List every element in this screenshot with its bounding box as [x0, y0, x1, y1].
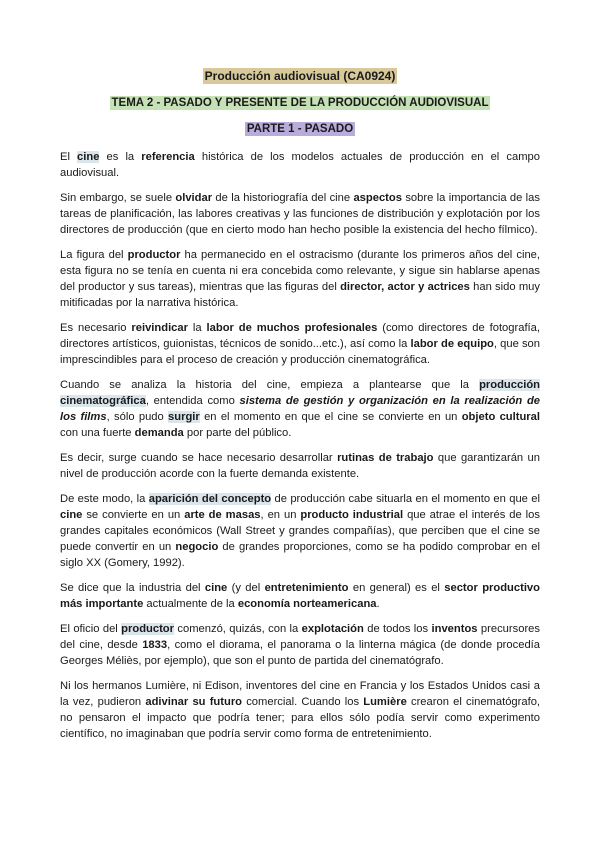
text-run: La figura del — [60, 249, 128, 261]
emphasized-term: sistema de gestión y organización en la realización de los films — [60, 395, 540, 423]
text-run: que garantizarán un nivel de producción acorde con la fuerte demanda existente. — [60, 452, 540, 480]
emphasized-term: demanda — [134, 427, 184, 439]
text-run: por parte del público. — [183, 427, 292, 439]
emphasized-term: negocio — [175, 541, 219, 553]
paragraph — [60, 149, 540, 181]
emphasized-term: adivinar su futuro — [145, 696, 243, 708]
text-run: , que son imprescindibles para el proceso de creación y producción cinematográfica. — [60, 338, 540, 366]
topic-title-text: TEMA 2 - PASADO Y PRESENTE DE LA PRODUCCIÓN AUDIOVISUAL — [111, 97, 489, 109]
paragraph — [60, 247, 540, 311]
text-run: Es necesario — [60, 322, 132, 334]
emphasized-term: producción cinematográfica — [60, 379, 540, 407]
paragraph — [60, 377, 540, 441]
text-run: Sin embargo, se suele — [60, 192, 176, 204]
text-run: comercial. Cuando los — [242, 696, 364, 708]
text-run: Se dice que la industria del — [60, 582, 205, 594]
text-run: de la historiografía del cine — [212, 192, 354, 204]
text-run: sobre la importancia de las tareas de planificación, las labores creativas y las funciones de distribución y explotación por los directores de producción (que en cierto modo han hecho posible la existencia del hecho fílmico). — [60, 192, 540, 236]
text-run: Ni los hermanos Lumière, ni Edison, inventores del cine en Francia y los Estados Unidos casi a la vez, pudieron — [60, 680, 540, 708]
course-title-text: Producción audiovisual (CA0924) — [204, 69, 396, 83]
emphasized-term: surgir — [168, 411, 200, 423]
emphasized-term: 1833 — [142, 639, 168, 651]
text-run: El oficio del — [60, 623, 122, 635]
text-run: es la — [99, 151, 142, 163]
emphasized-term: director, actor y actrices — [340, 281, 470, 293]
paragraph — [60, 621, 540, 669]
emphasized-term: productor — [121, 623, 174, 635]
text-run: , en un — [260, 509, 301, 521]
topic-title — [60, 95, 540, 111]
text-run: . — [376, 598, 380, 610]
document-page — [60, 68, 540, 751]
text-run: han sido muy mitificadas por la narrativa histórica. — [60, 281, 540, 309]
part-title — [60, 121, 540, 137]
text-run: (como directores de fotografía, directores artísticos, guionistas, técnicos de sonido...etc.), así como la — [60, 322, 540, 350]
text-run: Cuando se analiza la historia del cine, empieza a plantearse que la — [60, 379, 480, 391]
emphasized-term: referencia — [141, 151, 195, 163]
paragraph — [60, 491, 540, 571]
text-run: (y del — [227, 582, 265, 594]
emphasized-term: arte de masas — [184, 509, 261, 521]
text-run: de grandes proporciones, como se ha podido comprobar en el siglo XX (Gomery, 1992). — [60, 541, 540, 569]
paragraph — [60, 678, 540, 742]
emphasized-term: cine — [60, 509, 83, 521]
emphasized-term: economía norteamericana — [237, 598, 377, 610]
text-run: , sólo pudo — [106, 411, 169, 423]
body-text — [60, 149, 540, 742]
emphasized-term: aspectos — [353, 192, 402, 204]
emphasized-term: entretenimiento — [264, 582, 349, 594]
emphasized-term: rutinas de trabajo — [337, 452, 434, 464]
emphasized-term: producto industrial — [300, 509, 404, 521]
text-run: , como el diorama, el panorama o la linterna mágica (de donde procedía Georges Méliès, por ejemplo), que son el punto de partida del cinematógrafo. — [60, 639, 540, 667]
text-run: actualmente de la — [143, 598, 238, 610]
text-run: comenzó, quizás, con la — [174, 623, 302, 635]
paragraph — [60, 580, 540, 612]
text-run: histórica de los modelos actuales de producción en el campo audiovisual. — [60, 151, 540, 179]
text-run: precursores del cine, desde — [60, 623, 540, 651]
paragraph — [60, 450, 540, 482]
text-run: en el momento en que el cine se convierte en un — [199, 411, 462, 423]
emphasized-term: Lumière — [363, 696, 407, 708]
paragraph — [60, 190, 540, 238]
text-run: la — [187, 322, 207, 334]
text-run: Es decir, surge cuando se hace necesario desarrollar — [60, 452, 338, 464]
text-run: El — [60, 151, 78, 163]
part-title-text: PARTE 1 - PASADO — [246, 123, 354, 135]
emphasized-term: objeto cultural — [461, 411, 540, 423]
emphasized-term: labor de muchos profesionales — [206, 322, 378, 334]
emphasized-term: aparición del concepto — [148, 493, 272, 505]
text-run: ha permanecido en el ostracismo (durante los primeros años del cine, esta figura no se tenía en cuenta ni era concebida como relevante, y sigue sin hablarse apenas del productor y sus tareas), mientras que las figuras del — [60, 249, 540, 293]
emphasized-term: productor — [127, 249, 181, 261]
emphasized-term: labor de equipo — [410, 338, 494, 350]
emphasized-term: explotación — [301, 623, 364, 635]
paragraph — [60, 320, 540, 368]
emphasized-term: cine — [77, 151, 100, 163]
text-run: crearon el cinematógrafo, no pensaron el impacto que podría tener; para ellos sólo podía servir como experimento científico, no imaginaban que podría servir como forma de entretenimiento. — [60, 696, 541, 740]
text-run: en general) es el — [348, 582, 445, 594]
emphasized-term: sector productivo más importante — [60, 582, 540, 610]
text-run: de producción cabe situarla en el momento en que el — [271, 493, 540, 505]
text-run: De este modo, la — [60, 493, 149, 505]
text-run: de todos los — [363, 623, 432, 635]
text-run: con una fuerte — [60, 427, 135, 439]
text-run: se convierte en un — [82, 509, 185, 521]
emphasized-term: olvidar — [175, 192, 213, 204]
course-title — [60, 68, 540, 85]
emphasized-term: inventos — [431, 623, 478, 635]
emphasized-term: cine — [204, 582, 228, 594]
text-run: que atrae el interés de los grandes capitales económicos (Wall Street y grandes compañías), que perciben que el cine se puede convertir en un — [60, 509, 540, 553]
text-run: , entendida como — [145, 395, 240, 407]
emphasized-term: reivindicar — [131, 322, 188, 334]
